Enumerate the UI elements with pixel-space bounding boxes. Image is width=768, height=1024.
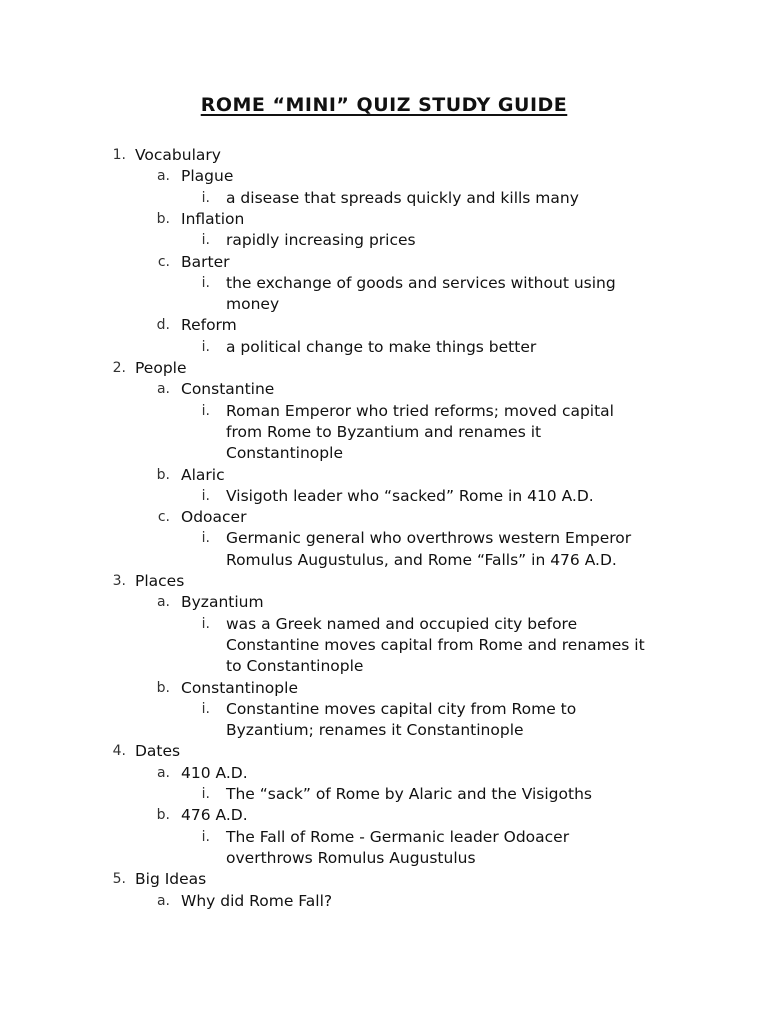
list-text: Visigoth leader who “sacked” Rome in 410 A.D. [226,486,594,505]
list-text: The “sack” of Rome by Alaric and the Visigoths [226,785,592,803]
list-marker: 5. [112,871,126,888]
list-marker: i. [201,402,210,419]
list-marker: d. [156,317,170,334]
list-text: a disease that spreads quickly and kills many [226,188,579,207]
list-text: Vocabulary [135,146,221,164]
list-text: overthrows Romulus Augustulus [226,848,476,867]
list-marker: i. [201,786,210,802]
list-marker: b. [156,679,170,696]
list-text: from Rome to Byzantium and renames it [226,422,542,441]
page-title: ROME “MINI” QUIZ STUDY GUIDE [200,94,568,116]
list-marker: i. [201,189,210,206]
list-marker: i. [201,700,210,717]
list-text: Why did Rome Fall? [181,891,333,910]
list-text: Alaric [181,465,225,484]
list-text: Constantine moves capital from Rome and renames it [226,635,645,654]
list-marker: i. [201,615,210,632]
list-text: Constantinople [181,678,298,697]
list-marker: b. [156,466,170,483]
list-text: Inflation [181,209,245,228]
list-text: 410 A.D. [181,763,248,782]
list-marker: c. [157,509,170,526]
list-text: to Constantinople [226,657,364,676]
list-text: People [135,359,187,377]
list-text: Germanic general who overthrows western Emperor [226,529,632,548]
list-marker: b. [156,210,170,227]
list-text: The Fall of Rome - Germanic leader Odoacer [226,827,570,846]
list-text: Dates [135,742,181,761]
list-text: rapidly increasing prices [226,231,416,250]
list-text: Constantinople [226,444,343,463]
list-marker: 2. [112,360,126,376]
list-text: Constantine [181,380,275,399]
list-text: Odoacer [181,508,247,527]
list-marker: i. [201,530,210,547]
list-text: Constantine moves capital city from Rome to [226,699,577,718]
list-marker: i. [201,338,210,355]
list-text: the exchange of goods and services without using [226,273,616,292]
list-text: 476 A.D. [181,806,248,825]
list-marker: a. [156,764,170,781]
list-marker: a. [156,892,170,909]
list-marker: 1. [112,147,126,163]
list-marker: i. [201,487,210,504]
list-text: a political change to make things better [226,337,537,356]
list-marker: 3. [112,573,126,589]
list-marker: a. [156,594,170,611]
list-marker: a. [156,381,170,398]
list-text: Plague [181,167,234,186]
list-text: Barter [181,252,230,271]
list-marker: b. [156,807,170,824]
list-text: was a Greek named and occupied city before [226,614,578,633]
list-marker: i. [201,274,210,291]
list-marker: c. [157,253,170,270]
list-text: Byzantium [181,593,264,612]
list-text: Roman Emperor who tried reforms; moved capital [226,401,614,420]
list-text: Byzantium; renames it Constantinople [226,721,524,740]
list-text: Places [135,572,185,590]
list-text: Romulus Augustulus, and Rome “Falls” in 476 A.D. [226,550,617,569]
list-marker: i. [201,828,210,845]
list-marker: i. [201,232,210,249]
list-text: Reform [181,316,237,335]
list-marker: 4. [112,743,126,760]
list-text: money [226,295,280,314]
list-text: Big Ideas [135,870,207,889]
list-marker: a. [156,168,170,185]
